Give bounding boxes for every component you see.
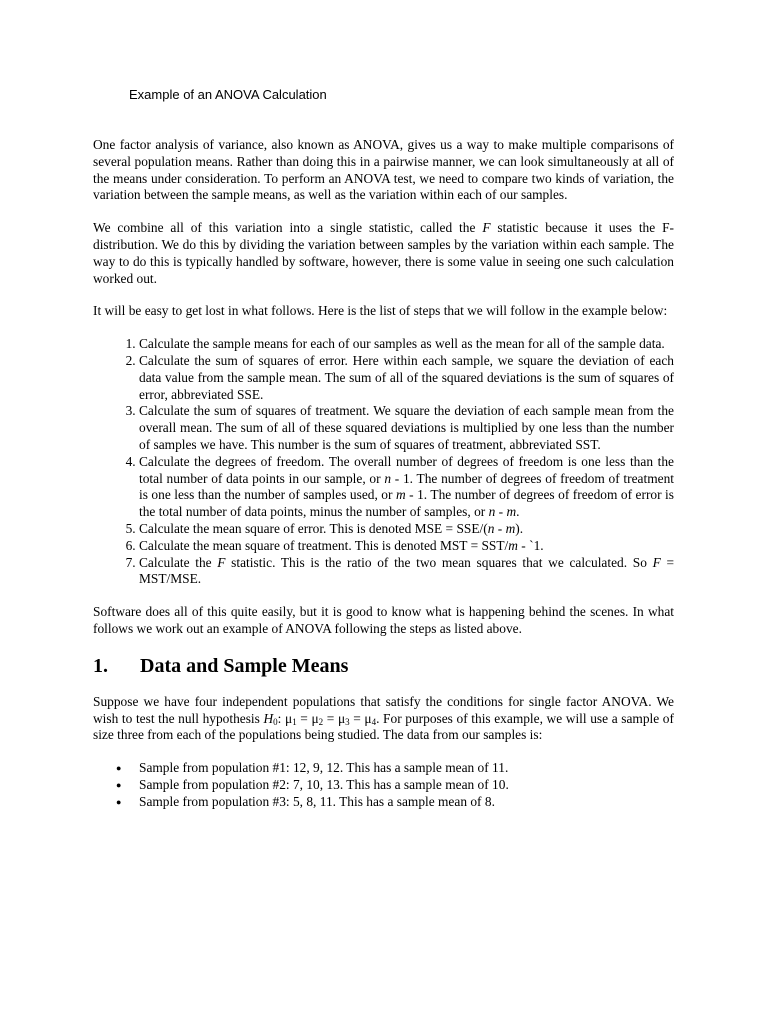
paragraph-f-statistic: We combine all of this variation into a single statistic, called the F statistic because it uses the F-distribution. We do this by dividing the variation between samples by the variation within each sample. The way to do this is typically handled by software, however, there is some value in seeing one such calculation worked out.	[93, 220, 674, 286]
list-item: ● Sample from population #3: 5, 8, 11. This has a sample mean of 8.	[139, 794, 674, 811]
document-body	[93, 137, 674, 827]
list-item: 5. Calculate the mean square of error. This is denoted MSE = SSE/(n - m).	[139, 521, 674, 538]
document-title: Example of an ANOVA Calculation	[129, 87, 327, 102]
paragraph-steps-intro: It will be easy to get lost in what follows. Here is the list of steps that we will follow in the example below:	[93, 303, 668, 319]
steps-list	[93, 336, 674, 588]
list-item: ● Sample from population #1: 12, 9, 12. This has a sample mean of 11.	[139, 760, 674, 777]
list-item: 6. Calculate the mean square of treatment. This is denoted MST = SST/m - `1.	[139, 538, 674, 555]
list-item: 4. Calculate the degrees of freedom. The overall number of degrees of freedom is one less than the total number of data points in our sample, or n - 1. The number of degrees of freedom of treatment is one less than the number of samples used, or m - 1. The number of degrees of freedom of error is the total number of data points, minus the number of samples, or n - m.	[139, 454, 674, 521]
list-item: 3. Calculate the sum of squares of treatment. We square the deviation of each sample mean from the overall mean. The sum of all of these squared deviations is multiplied by one less than the number of samples we have. This number is the sum of squares of treatment, abbreviated SST.	[139, 403, 674, 453]
list-item: 7. Calculate the F statistic. This is the ratio of the two mean squares that we calculated. So F = MST/MSE.	[139, 555, 674, 589]
paragraph-intro: One factor analysis of variance, also known as ANOVA, gives us a way to make multiple comparisons of several population means. Rather than doing this in a pairwise manner, we can look simultaneously at all of the means under consideration. To perform an ANOVA test, we need to compare two kinds of variation, the variation between the sample means, as well as the variation within each of our samples.	[93, 137, 674, 203]
section-heading	[93, 654, 674, 678]
section-title: Data and Sample Means	[140, 654, 349, 677]
samples-list	[93, 760, 674, 810]
list-item: 2. Calculate the sum of squares of error. Here within each sample, we square the deviation of each data value from the sample mean. The sum of all of the squared deviations is the sum of squares of error, abbreviated SSE.	[139, 353, 674, 403]
paragraph-software: Software does all of this quite easily, but it is good to know what is happening behind the scenes. In what follows we work out an example of ANOVA following the steps as listed above.	[93, 604, 674, 636]
paragraph-hypothesis: Suppose we have four independent populations that satisfy the conditions for single factor ANOVA. We wish to test the null hypothesis $H_0$: $\mu_1 = \mu_2 = \mu_3 = \mu_4$. For purposes of this example, we will use a sample of size three from each of the populations being studied. The data from our samples is:	[93, 693, 674, 743]
list-item: ● Sample from population #2: 7, 10, 13. This has a sample mean of 10.	[139, 777, 674, 794]
section-number: 1.	[93, 654, 108, 677]
list-item: 1. Calculate the sample means for each of our samples as well as the mean for all of the sample data.	[139, 336, 674, 353]
